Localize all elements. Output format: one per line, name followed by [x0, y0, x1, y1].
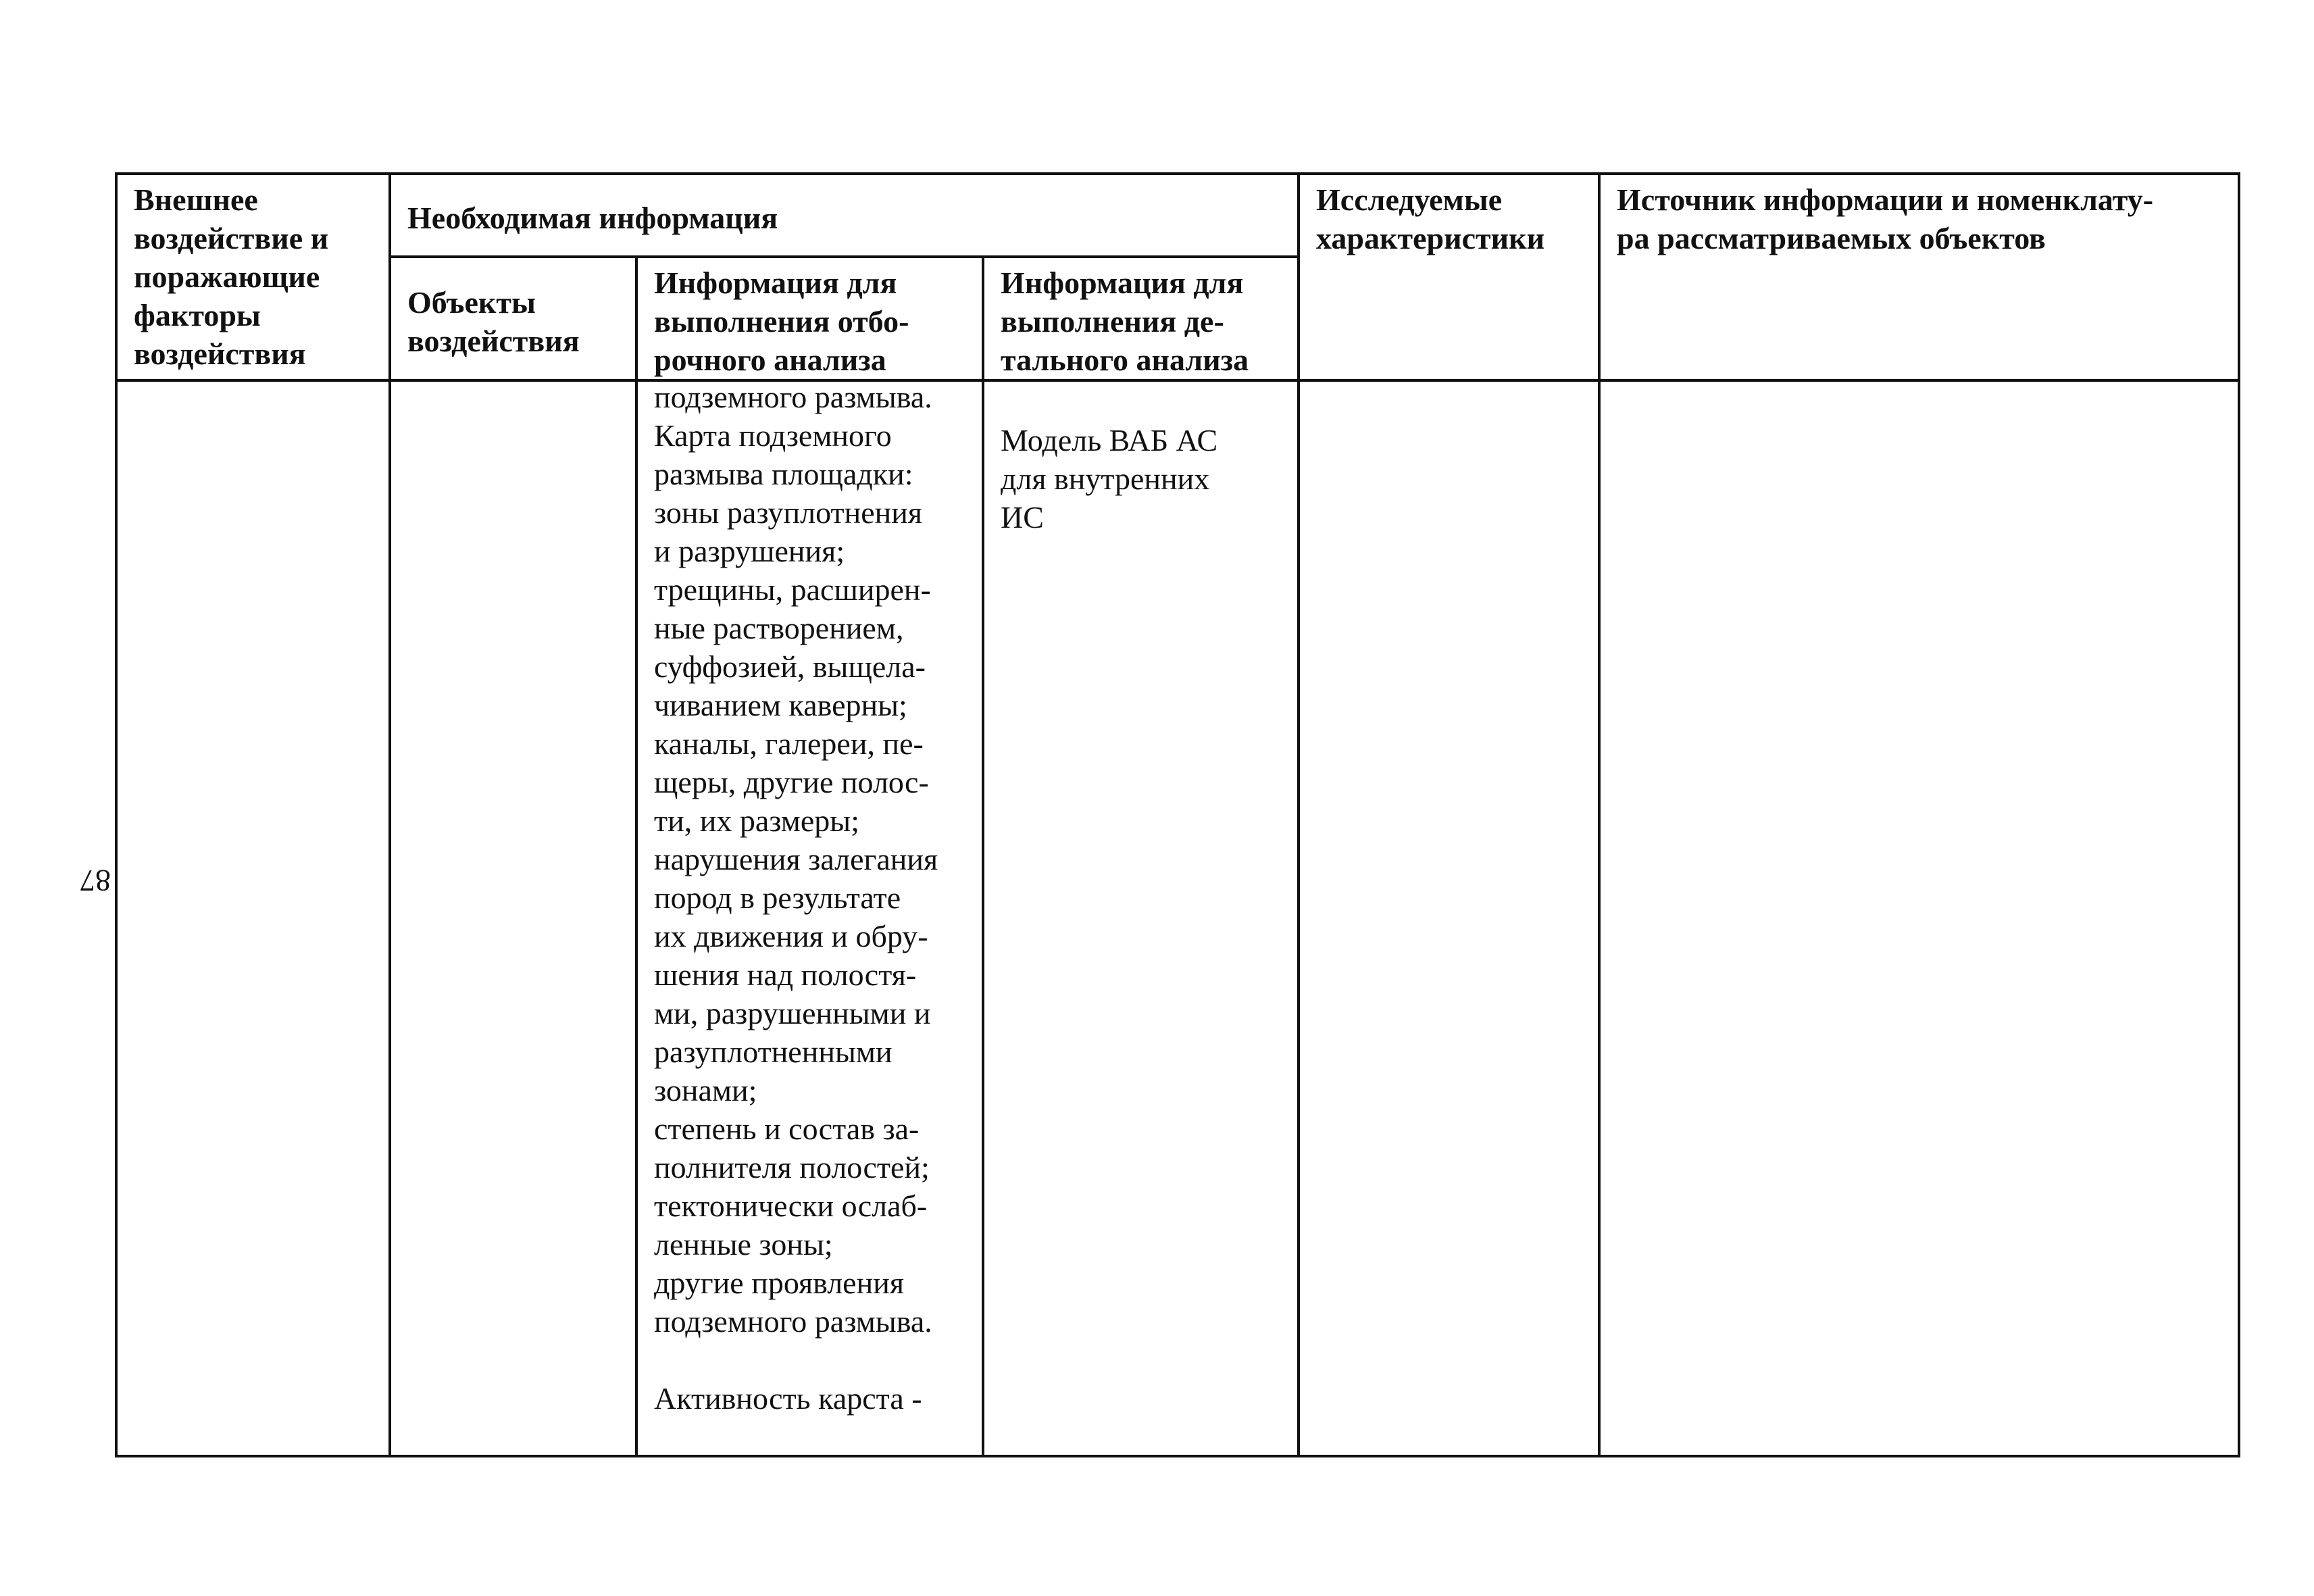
page-number: 87: [80, 864, 111, 898]
header-external-impact: Внешнее воздействие и поражающие факторы воздействия: [116, 174, 390, 380]
header-required-info: Необходимая информация: [390, 174, 1299, 257]
cell-screening-info: [636, 380, 983, 1456]
cell-impact-objects: [390, 380, 636, 1456]
detailed-info-text: Модель ВАБ АС для внутренних ИС: [1001, 423, 1218, 534]
header-detailed-info: Информация для выполнения де- тального анализа: [983, 257, 1299, 380]
cell-external-impact: [116, 380, 390, 1456]
header-info-source: Источник информации и номенклату- ра рассматриваемых объектов: [1599, 174, 2239, 380]
header-studied-characteristics: Исследуемые характеристики: [1299, 174, 1599, 380]
cell-studied-characteristics: [1299, 380, 1599, 1456]
header-screening-info: Информация для выполнения отбо- рочного анализа: [636, 257, 983, 380]
header-row-top: [116, 174, 2239, 257]
table-row: [116, 380, 2239, 1456]
data-table: [115, 172, 2240, 1457]
cell-detailed-info: [983, 380, 1299, 1456]
header-impact-objects: Объекты воздействия: [390, 257, 636, 380]
screening-info-text: подземного размыва. Карта подземного размыва площадки: зоны разуплотнения и разрушения; трещины, расширен- ные растворением, суффозией, выщела- чиванием каверны; каналы, галереи, пе- щеры, другие полос- ти, их размеры; нарушения залегания пород в результате их движения и обру- шения над полостя- ми, разрушенными и разуплотненными зонами; степень и состав за- полнителя полостей; тектонически ослаб- ленные зоны; другие проявления подземного размыва. Активность карста -: [654, 380, 938, 1416]
cell-info-source: [1599, 380, 2239, 1456]
